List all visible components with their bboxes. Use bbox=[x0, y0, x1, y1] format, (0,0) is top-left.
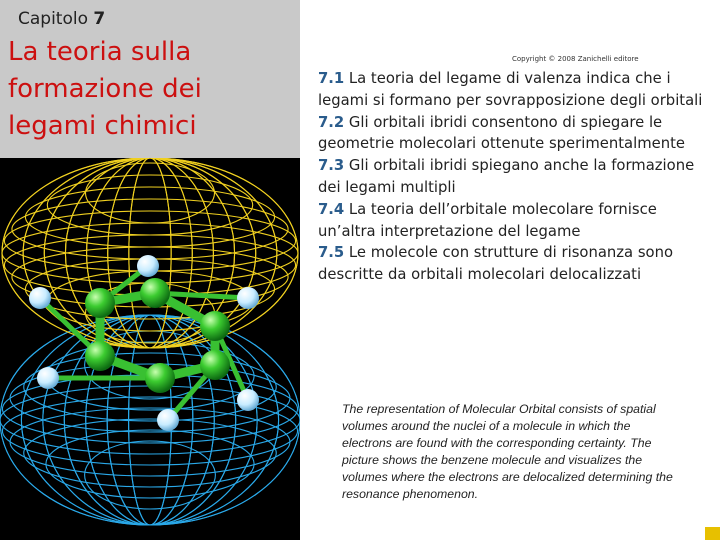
left-panel bbox=[0, 0, 300, 540]
carbon-atom bbox=[200, 350, 230, 380]
chapter-prefix: Capitolo bbox=[18, 9, 88, 29]
hydrogen-atom bbox=[237, 287, 259, 309]
section-number: 7.3 bbox=[318, 157, 345, 175]
section-number: 7.2 bbox=[318, 113, 345, 131]
corner-marker bbox=[705, 527, 720, 540]
carbon-atom bbox=[85, 341, 115, 371]
carbon-atom bbox=[200, 311, 230, 341]
hydrogen-atom bbox=[37, 367, 59, 389]
carbon-atom bbox=[85, 288, 115, 318]
hydrogen-atom bbox=[137, 255, 159, 277]
section-number: 7.4 bbox=[318, 200, 345, 218]
chapter-label bbox=[18, 9, 105, 29]
chapter-number: 7 bbox=[93, 9, 106, 29]
section-list bbox=[318, 68, 710, 286]
section-text: Gli orbitali ibridi spiegano anche la formazione dei legami multipli bbox=[318, 157, 695, 196]
section-item bbox=[318, 155, 710, 199]
section-item bbox=[318, 199, 710, 243]
chapter-title: La teoria sulla formazione dei legami chimici bbox=[8, 37, 202, 141]
section-number: 7.5 bbox=[318, 244, 345, 262]
image-caption: The representation of Molecular Orbital consists of spatial volumes around the nuclei of a molecule in which the electrons are found with the corresponding certainty. The picture shows the benzene molecule and visualizes the volumes where the electrons are delocalized determining the resonance phenomenon. bbox=[342, 402, 673, 502]
chapter-title-box bbox=[0, 0, 300, 158]
section-text: Le molecole con strutture di risonanza sono descritte da orbitali molecolari delocalizzati bbox=[318, 244, 674, 284]
section-item bbox=[318, 112, 710, 156]
section-number: 7.1 bbox=[318, 70, 345, 87]
copyright-notice: Copyright © 2008 Zanichelli editore bbox=[512, 55, 639, 63]
hydrogen-atom bbox=[29, 287, 51, 309]
section-text: La teoria dell’orbitale molecolare fornisce un’altra interpretazione del legame bbox=[318, 200, 657, 240]
section-item bbox=[318, 242, 710, 286]
hydrogen-atom bbox=[157, 409, 179, 431]
carbon-atom bbox=[145, 363, 175, 393]
benzene-orbital-image bbox=[0, 158, 300, 540]
carbon-atom bbox=[140, 278, 170, 308]
hydrogen-atom bbox=[237, 389, 259, 411]
section-item bbox=[318, 68, 710, 112]
section-text: La teoria del legame di valenza indica che i legami si formano per sovrapposizione degli orbitali bbox=[318, 70, 703, 109]
section-text: Gli orbitali ibridi consentono di spiegare le geometrie molecolari ottenute sperimentalmente bbox=[318, 113, 686, 153]
